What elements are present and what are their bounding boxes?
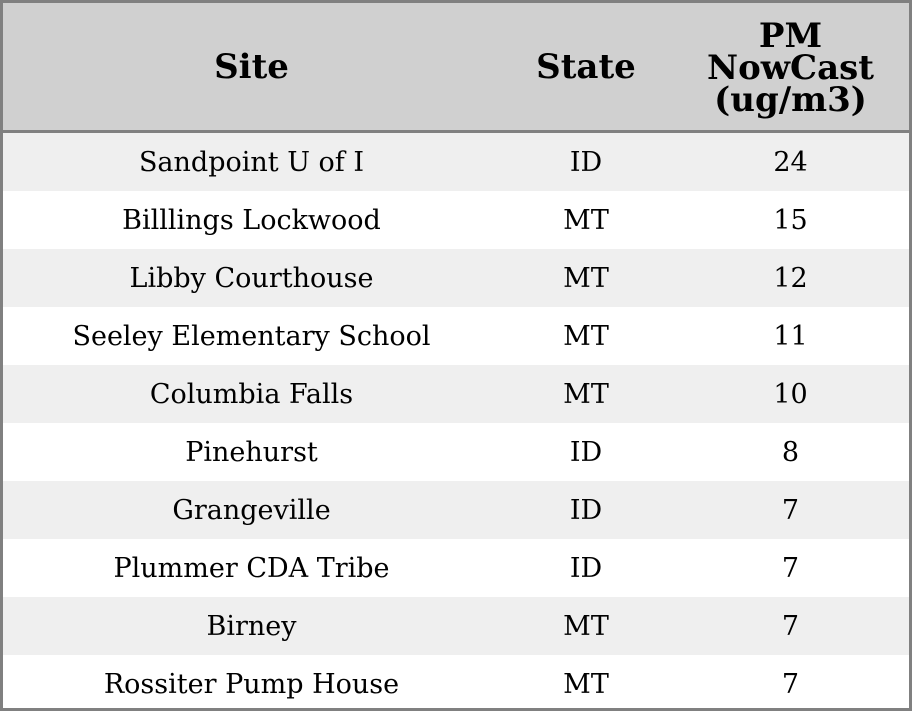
- state-cell: MT: [500, 365, 672, 423]
- pm-nowcast-cell: 7: [672, 539, 909, 597]
- state-cell: ID: [500, 539, 672, 597]
- table-row: [3, 597, 909, 655]
- pm-nowcast-cell: 7: [672, 655, 909, 711]
- pm-nowcast-cell: 15: [672, 191, 909, 249]
- site-cell: Libby Courthouse: [3, 249, 500, 307]
- state-cell: MT: [500, 655, 672, 711]
- pm-nowcast-cell: 11: [672, 307, 909, 365]
- site-cell: Sandpoint U of I: [3, 132, 500, 192]
- table-body: [3, 132, 909, 711]
- data-table: [3, 3, 909, 711]
- state-cell: MT: [500, 249, 672, 307]
- header-label-line: NowCast: [707, 47, 874, 88]
- pm-nowcast-cell: 8: [672, 423, 909, 481]
- column-header-pm-nowcast: [672, 3, 909, 132]
- table-header: [3, 3, 909, 132]
- site-cell: Rossiter Pump House: [3, 655, 500, 711]
- column-header-site: [3, 3, 500, 132]
- pm-nowcast-cell: 12: [672, 249, 909, 307]
- pm-nowcast-cell: 7: [672, 597, 909, 655]
- pm-nowcast-cell: 7: [672, 481, 909, 539]
- header-label: Site: [214, 46, 289, 87]
- site-cell: Pinehurst: [3, 423, 500, 481]
- site-cell: Billlings Lockwood: [3, 191, 500, 249]
- table-row: [3, 191, 909, 249]
- table-row: [3, 539, 909, 597]
- site-cell: Columbia Falls: [3, 365, 500, 423]
- state-cell: MT: [500, 191, 672, 249]
- table-row: [3, 132, 909, 192]
- state-cell: MT: [500, 597, 672, 655]
- header-label-line: PM: [758, 15, 823, 56]
- state-cell: ID: [500, 481, 672, 539]
- table-row: [3, 423, 909, 481]
- table-row: [3, 249, 909, 307]
- site-cell: Seeley Elementary School: [3, 307, 500, 365]
- site-cell: Plummer CDA Tribe: [3, 539, 500, 597]
- table-row: [3, 307, 909, 365]
- state-cell: ID: [500, 423, 672, 481]
- state-cell: MT: [500, 307, 672, 365]
- site-cell: Birney: [3, 597, 500, 655]
- pm-nowcast-cell: 10: [672, 365, 909, 423]
- state-cell: ID: [500, 132, 672, 192]
- header-label: State: [536, 46, 636, 87]
- table-row: [3, 365, 909, 423]
- column-header-state: [500, 3, 672, 132]
- table-row: [3, 655, 909, 711]
- table-row: [3, 481, 909, 539]
- header-label-line: (ug/m3): [714, 79, 867, 120]
- site-cell: Grangeville: [3, 481, 500, 539]
- pm-nowcast-cell: 24: [672, 132, 909, 192]
- header-row: [3, 3, 909, 132]
